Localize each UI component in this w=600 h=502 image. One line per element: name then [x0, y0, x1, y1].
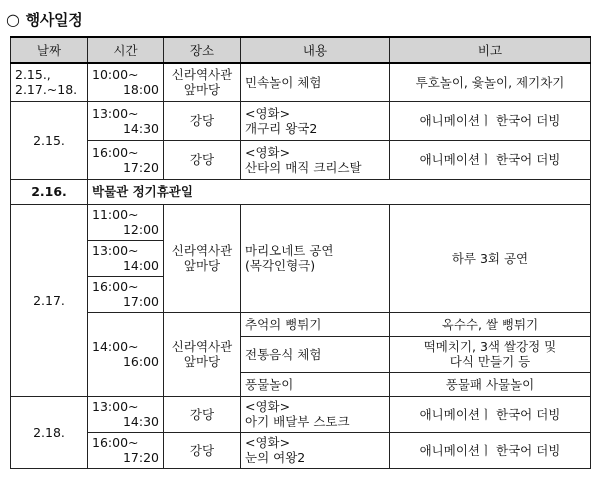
content-cell: <영화> 개구리 왕국2	[241, 101, 390, 140]
content-cell: <영화> 아기 배달부 스토크	[241, 396, 390, 432]
content-cell: 풍물놀이	[241, 372, 390, 396]
table-row	[11, 396, 591, 432]
time-cell: 13:00~ 14:30	[88, 101, 164, 140]
place-cell: 신라역사관 앞마당	[164, 63, 241, 101]
note-cell: 애니메이션ㅣ 한국어 더빙	[390, 140, 591, 179]
place-cell: 강당	[164, 101, 241, 140]
note-cell: 풍물패 사물놀이	[390, 372, 591, 396]
header-content: 내용	[241, 37, 390, 63]
date-cell: 2.15.	[11, 101, 88, 179]
table-row	[11, 432, 591, 468]
time-cell: 14:00~ 16:00	[88, 312, 164, 396]
section-heading	[6, 6, 82, 32]
note-cell: 애니메이션ㅣ 한국어 더빙	[390, 396, 591, 432]
time-cell: 11:00~ 12:00	[88, 204, 164, 240]
header-time: 시간	[88, 37, 164, 63]
header-place: 장소	[164, 37, 241, 63]
place-cell: 강당	[164, 396, 241, 432]
section-title: 행사일정	[25, 10, 83, 29]
content-cell: <영화> 눈의 여왕2	[241, 432, 390, 468]
time-cell: 13:00~ 14:00	[88, 240, 164, 276]
time-cell: 16:00~ 17:00	[88, 276, 164, 312]
note-cell: 애니메이션ㅣ 한국어 더빙	[390, 432, 591, 468]
table-row	[11, 140, 591, 179]
note-cell: 애니메이션ㅣ 한국어 더빙	[390, 101, 591, 140]
date-cell: 2.18.	[11, 396, 88, 468]
time-cell: 10:00~ 18:00	[88, 63, 164, 101]
table-header-row	[11, 37, 591, 63]
content-cell: <영화> 산타의 매직 크리스탈	[241, 140, 390, 179]
note-cell: 하루 3회 공연	[390, 204, 591, 312]
closed-notice: 박물관 정기휴관일	[88, 179, 591, 204]
content-cell: 전통음식 체험	[241, 336, 390, 372]
table-row	[11, 179, 591, 204]
place-cell: 신라역사관 앞마당	[164, 204, 241, 312]
content-cell: 민속놀이 체험	[241, 63, 390, 101]
note-cell: 떡메치기, 3색 쌀강정 및 다식 만들기 등	[390, 336, 591, 372]
content-cell: 추억의 뻥튀기	[241, 312, 390, 336]
date-cell: 2.17.	[11, 204, 88, 396]
header-note: 비고	[390, 37, 591, 63]
circle-bullet-icon: ○	[6, 9, 20, 29]
time-cell: 16:00~ 17:20	[88, 140, 164, 179]
table-row	[11, 204, 591, 240]
time-cell: 16:00~ 17:20	[88, 432, 164, 468]
note-cell: 투호놀이, 윷놀이, 제기차기	[390, 63, 591, 101]
header-date: 날짜	[11, 37, 88, 63]
time-cell: 13:00~ 14:30	[88, 396, 164, 432]
date-cell: 2.15., 2.17.~18.	[11, 63, 88, 101]
place-cell: 강당	[164, 140, 241, 179]
date-cell: 2.16.	[11, 179, 88, 204]
table-row	[11, 63, 591, 101]
event-schedule-table	[10, 36, 591, 469]
table-row	[11, 312, 591, 336]
note-cell: 옥수수, 쌀 뻥튀기	[390, 312, 591, 336]
content-cell: 마리오네트 공연 (목각인형극)	[241, 204, 390, 312]
place-cell: 강당	[164, 432, 241, 468]
place-cell: 신라역사관 앞마당	[164, 312, 241, 396]
table-row	[11, 101, 591, 140]
